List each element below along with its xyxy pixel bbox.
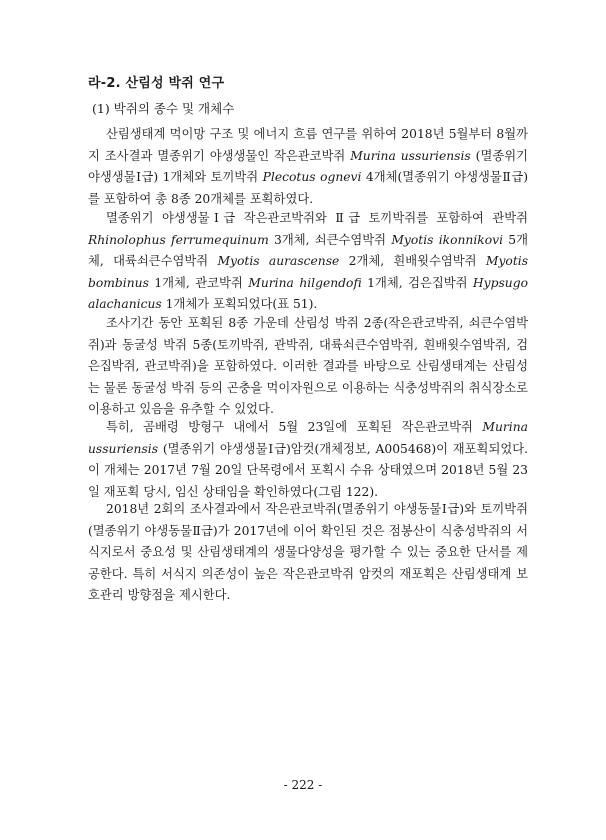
paragraph-4: 특히, 곰배령 방형구 내에서 5월 23일에 포획된 작은관코박쥐 Murina ussuriensis (멸종위기 야생생물Ⅰ급)암컷(개체정보, A005468)이 재포획되었다. 이 개체는 2017년 7월 20일 단목령에서 포획시 수유 상태였으며 2018년 5월 23일 재포획 당시, 임신 상태임을 확인하였다(그림 122). (88, 420, 528, 499)
paragraph-3-block (88, 313, 528, 421)
paragraph-1: 산림생태계 먹이망 구조 및 에너지 흐름 연구를 위하여 2018년 5월부터 8월까지 조사결과 멸종위기 야생생물인 작은관코박쥐 Murina ussuriensis (멸종위기 야생생물Ⅰ급) 1개체와 토끼박쥐 Plecotus ognevi 4개체(멸종위기 야생생물Ⅱ급)를 포함하여 총 8종 20개체를 포획하였다. (88, 127, 528, 206)
paragraph-2-block (88, 208, 528, 316)
page-number: - 222 - (283, 778, 323, 792)
paragraph-5-block (88, 499, 528, 607)
section-title: 라-2. 산림성 박쥐 연구 (88, 76, 225, 91)
paragraph-5: 2018년 2회의 조사결과에서 작은관코박쥐(멸종위기 야생동물Ⅰ급)와 토끼박쥐(멸종위기 야생동물Ⅱ급)가 2017년에 이어 확인된 것은 점봉산이 식충성박쥐의 서식지로서 중요성 및 산림생태계의 생물다양성을 평가할 수 있는 중요한 단서를 제공한다. 특히 서식지 의존성이 높은 작은관코박쥐 암컷의 재포획은 산림생태계 보호관리 방향점을 제시한다. (88, 502, 528, 602)
subsection-title: (1) 박쥐의 종수 및 개체수 (92, 101, 235, 116)
paragraph-1-block (88, 124, 528, 210)
paragraph-4-block (88, 417, 528, 503)
paragraph-3: 조사기간 동안 포획된 8종 가운데 산림성 박쥐 2종(작은관코박쥐, 쇠큰수염박쥐)과 동굴성 박쥐 5종(토끼박쥐, 관박쥐, 대륙쇠큰수염박쥐, 흰배윗수염박쥐, 검은집박쥐, 관코박쥐)을 포함하였다. 이러한 결과를 바탕으로 산림생태계는 산림성는 물론 동굴성 박쥐 등의 곤충을 먹이자원으로 이용하는 식충성박쥐의 취식장소로 이용하고 있음을 유추할 수 있었다. (88, 316, 528, 416)
paragraph-2: 멸종위기 야생생물Ⅰ급 작은관코박쥐와 Ⅱ급 토끼박쥐를 포함하여 관박쥐 Rhinolophus ferrumequinum 3개체, 쇠큰수염박쥐 Myotis ikonnikovi 5개체, 대륙쇠큰수염박쥐 Myotis aurascense 2개체, 흰배윗수염박쥐 Myotis bombinus 1개체, 관코박쥐 Murina hilgendofi 1개체, 검은집박쥐 Hypsugo alachanicus 1개체가 포획되었다(표 51). (88, 211, 529, 311)
